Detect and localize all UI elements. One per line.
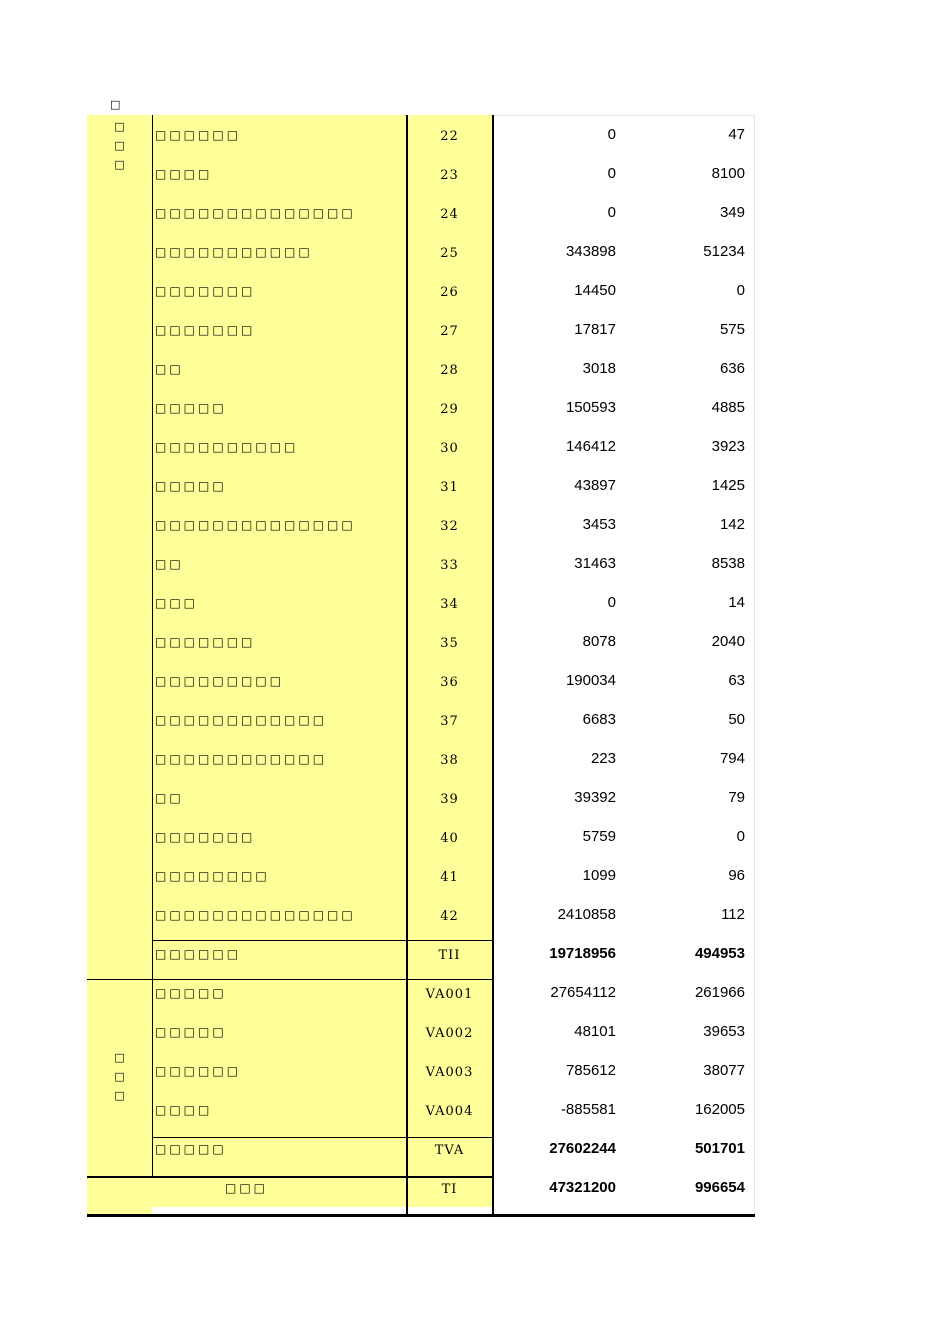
value-col-2: 142 xyxy=(719,516,745,533)
row-code: 34 xyxy=(406,583,493,622)
value-col-2: 39653 xyxy=(703,1023,745,1040)
value-col-1: 2410858 xyxy=(557,906,616,923)
table-row xyxy=(87,856,755,895)
table-row xyxy=(87,193,755,232)
row-name: □□□□□□□□□□□ xyxy=(152,232,406,271)
table-row xyxy=(87,895,755,934)
row-code: 41 xyxy=(406,856,493,895)
value-col-2: 38077 xyxy=(703,1062,745,1079)
row-name: □□□□□□□□□□□□□□ xyxy=(152,505,406,544)
value-col-1: 146412 xyxy=(565,438,616,455)
value-col-1: 150593 xyxy=(565,399,616,416)
group1-label-char: □ xyxy=(114,139,125,152)
header-glyph: □ xyxy=(110,98,121,111)
value-col-2: 0 xyxy=(736,828,745,845)
row-name: □□□□□□□□□□□□ xyxy=(152,700,406,739)
row-code: 32 xyxy=(406,505,493,544)
row-name: □□□□□□□□□□ xyxy=(152,427,406,466)
value-col-1: 39392 xyxy=(574,789,616,806)
table-row xyxy=(87,1090,755,1129)
row-name: □□□□□□□□□ xyxy=(152,661,406,700)
row-code: 31 xyxy=(406,466,493,505)
table-row xyxy=(87,427,755,466)
table-row xyxy=(87,310,755,349)
value-col-2: 349 xyxy=(719,204,745,221)
row-name: □□□□□□□ xyxy=(152,817,406,856)
table-row xyxy=(87,466,755,505)
row-code: VA001 xyxy=(406,973,493,1012)
value-col-1: 47321200 xyxy=(549,1179,616,1196)
row-code: 29 xyxy=(406,388,493,427)
row-name: □□□□□ xyxy=(152,388,406,427)
row-code: TVA xyxy=(406,1129,493,1168)
row-code: 27 xyxy=(406,310,493,349)
row-name: □□□ xyxy=(87,1168,406,1207)
border-line xyxy=(152,115,153,1176)
value-col-1: 785612 xyxy=(565,1062,616,1079)
table-row xyxy=(87,388,755,427)
value-col-2: 575 xyxy=(719,321,745,338)
border-line xyxy=(152,940,493,941)
value-col-2: 494953 xyxy=(694,945,745,962)
border-line xyxy=(87,1214,755,1217)
group1-label-char: □ xyxy=(114,120,125,133)
value-col-1: 43897 xyxy=(574,477,616,494)
table-row xyxy=(87,115,755,154)
value-col-2: 501701 xyxy=(694,1140,745,1157)
border-line xyxy=(87,1176,493,1178)
value-col-2: 96 xyxy=(728,867,745,884)
group2-label-char: □ xyxy=(114,1089,125,1102)
table-row xyxy=(87,1051,755,1090)
value-col-1: 0 xyxy=(607,204,616,221)
table-row xyxy=(87,661,755,700)
row-name: □□□□□ xyxy=(152,973,406,1012)
value-col-1: 0 xyxy=(607,594,616,611)
value-col-1: 17817 xyxy=(574,321,616,338)
value-col-2: 8538 xyxy=(711,555,745,572)
row-name: □□□□□□□□□□□□□□ xyxy=(152,193,406,232)
subtotal-row xyxy=(87,1129,755,1168)
row-code: 30 xyxy=(406,427,493,466)
value-col-2: 47 xyxy=(728,126,745,143)
value-col-2: 996654 xyxy=(694,1179,745,1196)
table-row xyxy=(87,505,755,544)
value-col-2: 162005 xyxy=(694,1101,745,1118)
value-col-2: 8100 xyxy=(711,165,745,182)
value-col-1: 31463 xyxy=(574,555,616,572)
row-name: □□□□□□ xyxy=(152,934,406,973)
group1-label-char: □ xyxy=(114,158,125,171)
row-code: 38 xyxy=(406,739,493,778)
value-col-1: 3018 xyxy=(582,360,616,377)
row-code: VA002 xyxy=(406,1012,493,1051)
value-col-1: 1099 xyxy=(582,867,616,884)
row-name: □□□□□ xyxy=(152,1129,406,1168)
value-col-1: 0 xyxy=(607,165,616,182)
value-col-2: 51234 xyxy=(703,243,745,260)
row-code: 42 xyxy=(406,895,493,934)
table-row xyxy=(87,739,755,778)
value-col-1: 27654112 xyxy=(550,984,616,1001)
row-name: □□□ xyxy=(152,583,406,622)
row-code: 28 xyxy=(406,349,493,388)
row-name: □□□□□□□□□□□□□□ xyxy=(152,895,406,934)
row-name: □□□□□ xyxy=(152,466,406,505)
border-line xyxy=(87,979,493,980)
table-row xyxy=(87,271,755,310)
table-row xyxy=(87,700,755,739)
row-name: □□ xyxy=(152,778,406,817)
row-name: □□□□ xyxy=(152,154,406,193)
table-row xyxy=(87,349,755,388)
row-name: □□□□□□□ xyxy=(152,271,406,310)
row-code: 24 xyxy=(406,193,493,232)
value-col-1: -885581 xyxy=(560,1101,616,1118)
row-code: 36 xyxy=(406,661,493,700)
value-col-2: 261966 xyxy=(694,984,745,1001)
row-code: TI xyxy=(406,1168,493,1207)
value-col-1: 0 xyxy=(607,126,616,143)
row-name: □□□□□□□□□□□□ xyxy=(152,739,406,778)
table-row xyxy=(87,778,755,817)
table-row xyxy=(87,544,755,583)
value-col-1: 8078 xyxy=(582,633,616,650)
total-row xyxy=(87,1168,755,1207)
value-col-2: 794 xyxy=(719,750,745,767)
border-line xyxy=(406,115,408,1215)
table-row xyxy=(87,622,755,661)
value-col-1: 19718956 xyxy=(549,945,616,962)
value-col-1: 6683 xyxy=(582,711,616,728)
row-code: 37 xyxy=(406,700,493,739)
value-col-1: 14450 xyxy=(574,282,616,299)
value-col-1: 223 xyxy=(590,750,616,767)
value-col-2: 14 xyxy=(728,594,745,611)
row-code: 26 xyxy=(406,271,493,310)
value-col-1: 190034 xyxy=(565,672,616,689)
row-code: 22 xyxy=(406,115,493,154)
group2-label-char: □ xyxy=(114,1051,125,1064)
value-col-2: 4885 xyxy=(711,399,745,416)
border-line xyxy=(492,115,494,1215)
row-code: 23 xyxy=(406,154,493,193)
row-name: □□□□ xyxy=(152,1090,406,1129)
value-col-1: 48101 xyxy=(574,1023,616,1040)
row-name: □□ xyxy=(152,544,406,583)
row-code: VA004 xyxy=(406,1090,493,1129)
value-col-2: 636 xyxy=(719,360,745,377)
value-col-2: 50 xyxy=(728,711,745,728)
table-row xyxy=(87,817,755,856)
row-code: 35 xyxy=(406,622,493,661)
value-col-1: 3453 xyxy=(582,516,616,533)
value-col-2: 3923 xyxy=(711,438,745,455)
table-row xyxy=(87,154,755,193)
row-code: 25 xyxy=(406,232,493,271)
row-name: □□□□□□□□ xyxy=(152,856,406,895)
row-code: 33 xyxy=(406,544,493,583)
table-row xyxy=(87,583,755,622)
row-name: □□□□□□□ xyxy=(152,310,406,349)
value-col-2: 2040 xyxy=(711,633,745,650)
value-col-1: 5759 xyxy=(582,828,616,845)
value-col-1: 27602244 xyxy=(549,1140,616,1157)
row-name: □□□□□ xyxy=(152,1012,406,1051)
group2-label-char: □ xyxy=(114,1070,125,1083)
row-name: □□□□□□ xyxy=(152,115,406,154)
value-col-2: 0 xyxy=(736,282,745,299)
border-line xyxy=(152,1137,493,1138)
value-col-2: 79 xyxy=(728,789,745,806)
value-col-2: 1425 xyxy=(711,477,745,494)
value-col-1: 343898 xyxy=(565,243,616,260)
row-code: VA003 xyxy=(406,1051,493,1090)
row-code: 39 xyxy=(406,778,493,817)
row-name: □□□□□□ xyxy=(152,1051,406,1090)
row-code: 40 xyxy=(406,817,493,856)
row-name: □□ xyxy=(152,349,406,388)
table-row xyxy=(87,1012,755,1051)
value-col-2: 63 xyxy=(728,672,745,689)
row-name: □□□□□□□ xyxy=(152,622,406,661)
table-row xyxy=(87,232,755,271)
value-col-2: 112 xyxy=(721,906,745,923)
row-code: TII xyxy=(406,934,493,973)
